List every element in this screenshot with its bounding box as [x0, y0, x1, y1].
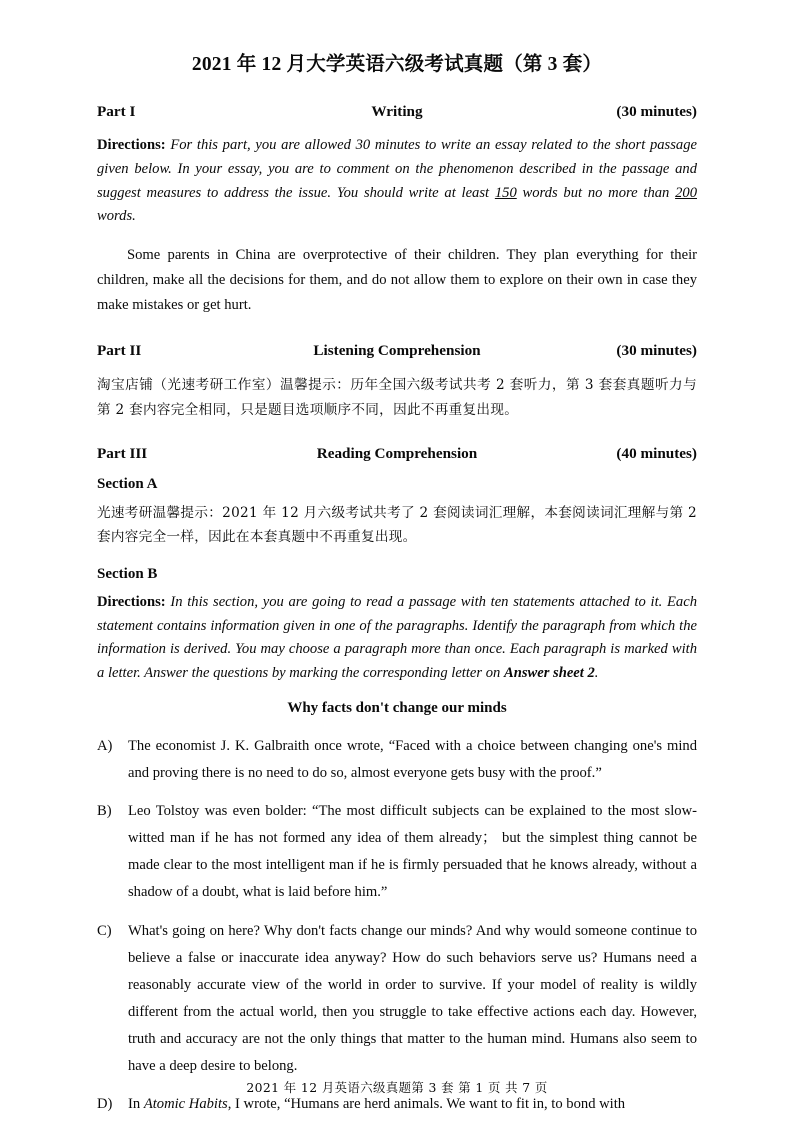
directions-text-part1: For this part, you are allowed 30 minutes to write an essay related to the short passage given below. In your essay, you are to comment on the phenomenon described in the passage and suggest measures to address the issue. You should write at least	[97, 137, 697, 201]
paragraph-mark: A)	[97, 737, 113, 754]
part-name: Listening Comprehension	[313, 342, 481, 360]
part-time: (30 minutes)	[616, 103, 697, 121]
paragraph-text: What's going on here? Why don't facts change our minds? And why would someone continue to believe a false or inaccurate idea anyway? How do such behaviors serve us? Humans need a reasonably accurate view of the world in order to survive. If your model of reality is wildly different from the actual world, then you struggle to take effective actions each day. However, truth and accuracy are not the only things that matter to the human mind. Humans also seem to have a deep desire to belong.	[128, 922, 697, 1075]
part-label: Part I	[97, 103, 136, 121]
part-name: Writing	[371, 103, 423, 121]
section-a-heading: Section A	[97, 475, 158, 492]
directions-label: Directions:	[97, 137, 166, 154]
writing-passage: Some parents in China are overprotective of their children. They plan everything for their children, make all the decisions for them, and do not allow them to explore on their own in case they make mistakes or get hurt.	[97, 246, 697, 314]
part-header-listening	[97, 342, 697, 360]
part-header-reading	[97, 445, 697, 463]
paragraph-text-before: In	[128, 1096, 144, 1113]
section-b-heading: Section B	[97, 566, 158, 583]
part-label: Part II	[97, 342, 142, 360]
paragraph-mark: B)	[97, 802, 112, 819]
directions-label: Directions:	[97, 594, 166, 611]
listening-note: 淘宝店铺（光速考研工作室）温馨提示：历年全国六级考试共考 2 套听力，第 3 套套真题听力与第 2 套内容完全相同，只是题目选项顺序不同，因此不再重复出现。	[97, 377, 697, 418]
paragraph-mark: D)	[97, 1096, 113, 1113]
directions-text-part2: words but no more than	[516, 184, 676, 201]
answer-sheet-reference: Answer sheet 2	[503, 665, 595, 682]
directions-text-part3: words.	[97, 208, 136, 225]
writing-directions	[97, 134, 697, 229]
part-time: (30 minutes)	[616, 342, 697, 360]
book-title: Atomic Habits	[143, 1096, 228, 1113]
section-b-directions	[97, 591, 697, 686]
section-b-directions-text: In this section, you are going to read a passage with ten statements attached to it. Each statement contains information given in one of the paragraphs. Identify the paragraph from which the information is derived. You may choose a paragraph more than once. Each paragraph is marked with a letter. Answer the questions by marking the corresponding letter on	[97, 594, 697, 682]
paragraph-text: The economist J. K. Galbraith once wrote, “Faced with a choice between changing one's mind and proving there is no need to do so, almost everyone gets busy with the proof.”	[128, 737, 697, 781]
page-title: 2021 年 12 月大学英语六级考试真题（第 3 套）	[191, 54, 603, 75]
part-label: Part III	[97, 444, 148, 462]
passage-paragraph-b	[97, 798, 697, 907]
page-footer: 2021 年 12 月英语六级真题第 3 套 第 1 页 共 7 页	[246, 1080, 548, 1095]
paragraph-text: Leo Tolstoy was even bolder: “The most difficult subjects can be explained to the most slow-witted man if he has not formed any idea of them already； but the simplest thing cannot be made clear to the most intelligent man if he is firmly persuaded that he knows already, without a shadow of a doubt, what is laid before him.”	[128, 802, 697, 901]
paragraph-mark: C)	[97, 922, 112, 939]
passage-paragraph-a	[97, 733, 697, 787]
part-header-writing	[97, 103, 697, 121]
section-a-note: 光速考研温馨提示：2021 年 12 月六级考试共考了 2 套阅读词汇理解，本套阅读词汇理解与第 2 套内容完全一样，因此在本套真题中不再重复出现。	[97, 504, 697, 546]
paragraph-text-after: , I wrote, “Humans are herd animals. We want to fit in, to bond with	[227, 1096, 626, 1113]
section-b-directions-text-end: .	[594, 665, 599, 682]
passage-title: Why facts don't change our minds	[287, 699, 507, 716]
part-name: Reading Comprehension	[316, 444, 478, 462]
part-time: (40 minutes)	[616, 444, 697, 462]
min-words-value: 150	[494, 184, 517, 201]
passage-paragraph-c	[97, 918, 697, 1081]
max-words-value: 200	[675, 184, 697, 201]
